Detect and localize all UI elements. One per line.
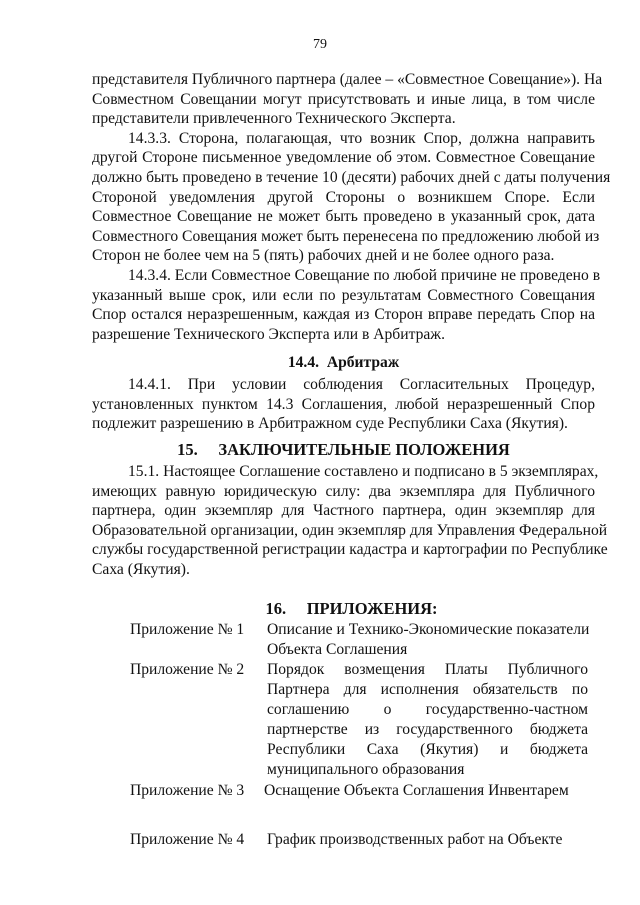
text-line: имеющих равную юридическую силу: два экземпляра для Публичного xyxy=(92,482,595,500)
text-line: 14.3.4. Если Совместное Совещание по любой причине не проведено в xyxy=(128,267,601,284)
text-line: Объекта Соглашения xyxy=(267,641,408,658)
paragraph-14-4-1 xyxy=(92,375,595,434)
text-line: партнера, один экземпляр для Частного партнера, один экземпляр для xyxy=(92,502,595,520)
text-line: соглашению о государственно-частном xyxy=(267,701,588,718)
paragraph-14-3-4 xyxy=(92,266,601,344)
text-line: Саха (Якутия). xyxy=(92,560,190,578)
text-line: Описание и Технико-Экономические показатели xyxy=(267,621,590,638)
text-line: Стороной уведомления другой Стороны о возникшем Споре. Если xyxy=(92,188,595,206)
appendix-description xyxy=(267,620,588,660)
heading-14-4: 14.4. Арбитраж xyxy=(287,354,400,371)
text-line: Совместное Совещание не может быть проведено в указанный срок, дата xyxy=(92,208,595,226)
text-line: Образовательной организации, один экземпляр для Управления Федеральной xyxy=(92,521,608,539)
text-line: Порядок возмещения Платы Публичного xyxy=(267,661,588,678)
text-line: партнерстве из государственного бюджета xyxy=(267,721,588,738)
paragraph-14-3-3 xyxy=(92,129,611,266)
text-line: Республики Саха (Якутия) и бюджета xyxy=(267,741,588,758)
paragraph-15-1 xyxy=(92,462,608,580)
appendix-label: Приложение № 3 xyxy=(130,782,245,799)
text-line: службы государственной регистрации кадастра и картографии по Республике xyxy=(92,541,608,559)
text-line: представители привлеченного Технического Эксперта. xyxy=(92,110,456,128)
paragraph-continuation xyxy=(92,70,603,129)
appendix-label: Приложение № 1 xyxy=(130,621,245,638)
appendix-label: Приложение № 2 xyxy=(130,661,245,678)
text-line: Партнера для исполнения обязательств по xyxy=(267,681,588,698)
text-line: должно быть проведено в течение 10 (десяти) рабочих дней с даты получения xyxy=(92,168,611,186)
appendix-description xyxy=(267,660,588,780)
text-line: Спор остался неразрешенным, каждая из Сторон вправе передать Спор на xyxy=(92,306,595,324)
heading-15: 15. ЗАКЛЮЧИТЕЛЬНЫЕ ПОЛОЖЕНИЯ xyxy=(177,440,510,459)
text-line: Оснащение Объекта Соглашения Инвентарем xyxy=(264,782,569,799)
text-line: Совместном Совещании могут присутствовать и иные лица, в том числе xyxy=(92,90,595,108)
text-line: 14.3.3. Сторона, полагающая, что возник Спор, должна направить xyxy=(128,129,595,147)
appendix-description xyxy=(267,830,588,850)
text-line: установленных пунктом 14.3 Соглашения, любой неразрешенный Спор xyxy=(92,395,595,413)
text-line: Совместного Совещания может быть перенесена по предложению любой из xyxy=(92,227,600,245)
text-line: График производственных работ на Объекте xyxy=(267,831,563,848)
appendix-label: Приложение № 4 xyxy=(130,831,245,848)
text-line: 15.1. Настоящее Соглашение составлено и подписано в 5 экземплярах, xyxy=(128,463,599,480)
page-number: 79 xyxy=(313,37,327,52)
text-line: муниципального образования xyxy=(267,761,465,778)
appendix-description xyxy=(264,781,585,801)
text-line: 14.4.1. При условии соблюдения Согласительных Процедур, xyxy=(128,376,595,393)
text-line: разрешение Технического Эксперта или в Арбитраж. xyxy=(92,325,445,343)
text-line: представителя Публичного партнера (далее – «Совместное Совещание»). На xyxy=(92,71,603,88)
heading-16: 16. ПРИЛОЖЕНИЯ: xyxy=(265,599,438,618)
text-line: другой Стороне письменное уведомление об этом. Совместное Совещание xyxy=(92,149,595,167)
text-line: подлежит разрешению в Арбитражном суде Республики Саха (Якутия). xyxy=(92,415,568,433)
text-line: Сторон не более чем на 5 (пять) рабочих дней и не более одного раза. xyxy=(92,247,555,265)
text-line: указанный выше срок, или если по результатам Совместного Совещания xyxy=(92,286,595,304)
